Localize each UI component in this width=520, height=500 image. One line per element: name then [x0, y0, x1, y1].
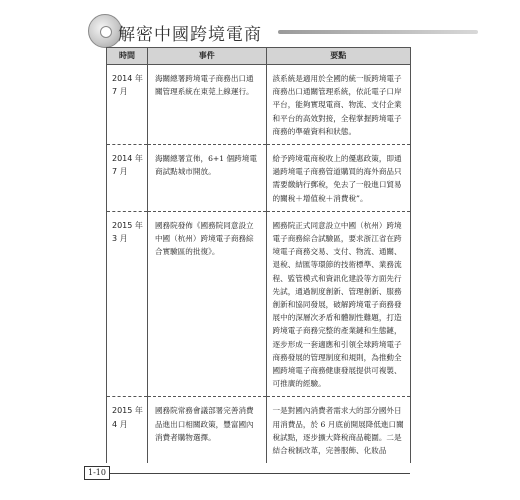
event-cell: 海關總署跨境電子商務出口通關管理系統在東莞上線運行。: [147, 65, 266, 145]
table-row: [107, 65, 411, 145]
chapter-title: 解密中國跨境電商: [118, 25, 262, 45]
events-table: [106, 47, 411, 463]
time-cell: 2014 年 7 月: [107, 145, 148, 212]
time-cell: 2014 年 7 月: [107, 65, 148, 145]
page-number: 1-10: [84, 466, 110, 480]
table-row: [107, 397, 411, 463]
time-cell: 2015 年 3 月: [107, 211, 148, 397]
column-header-point: 要點: [266, 48, 410, 65]
table-header-row: [107, 48, 411, 65]
column-header-time: 時間: [107, 48, 148, 65]
header-divider: [278, 30, 478, 34]
disc-icon: [88, 14, 122, 48]
point-cell: 該系統是適用於全國的統一版跨境電子商務出口通關管理系統，依託電子口岸平台，能夠實現電商、物流、支付企業和平台的高效對接，全程掌握跨境電子商務的準確資料和狀態。: [266, 65, 410, 145]
event-cell: 國務院常務會議部署完善消費品進出口相關政策，豐富國內消費者購物選擇。: [147, 397, 266, 463]
event-cell: 國務院發佈《國務院同意設立中國（杭州）跨境電子商務綜合實驗區的批復》。: [147, 211, 266, 397]
time-cell: 2015 年 4 月: [107, 397, 148, 463]
column-header-event: 事件: [147, 48, 266, 65]
table-row: [107, 145, 411, 212]
event-cell: 海關總署宣佈，6+1 個跨境電商試點城市開放。: [147, 145, 266, 212]
point-cell: 給予跨境電商稅收上的優惠政策，即通過跨境電子商務管道購買的海外商品只需要繳納行郵稅，免去了一般進口貿易的關稅＋增值稅＋消費稅”。: [266, 145, 410, 212]
chapter-header: [88, 14, 468, 48]
table-row: [107, 211, 411, 397]
point-cell: 國務院正式同意設立中國（杭州）跨境電子商務綜合試驗區，要求浙江省在跨境電子商務交易、支付、物流、通關、退稅、結匯等環節的技術標準、業務流程、監管模式和資訊化建設等方面先行先試，通過制度創新、管理創新、服務創新和協同發展，破解跨境電子商務發展中的深層次矛盾和體制性難題，打造跨境電子商務完整的產業鏈和生態鏈，逐步形成一套適應和引領全球跨境電子商務發展的管理制度和規則，為推動全國跨境電子商務健康發展提供可複製、可推廣的經驗。: [266, 211, 410, 397]
footer-rule: [110, 473, 410, 474]
point-cell: 一是對國內消費者需求大的部分國外日用消費品，於 6 月底前開展降低進口關稅試點，逐步擴大降稅商品範圍。二是結合稅制改革，完善服飾、化妝品: [266, 397, 410, 463]
